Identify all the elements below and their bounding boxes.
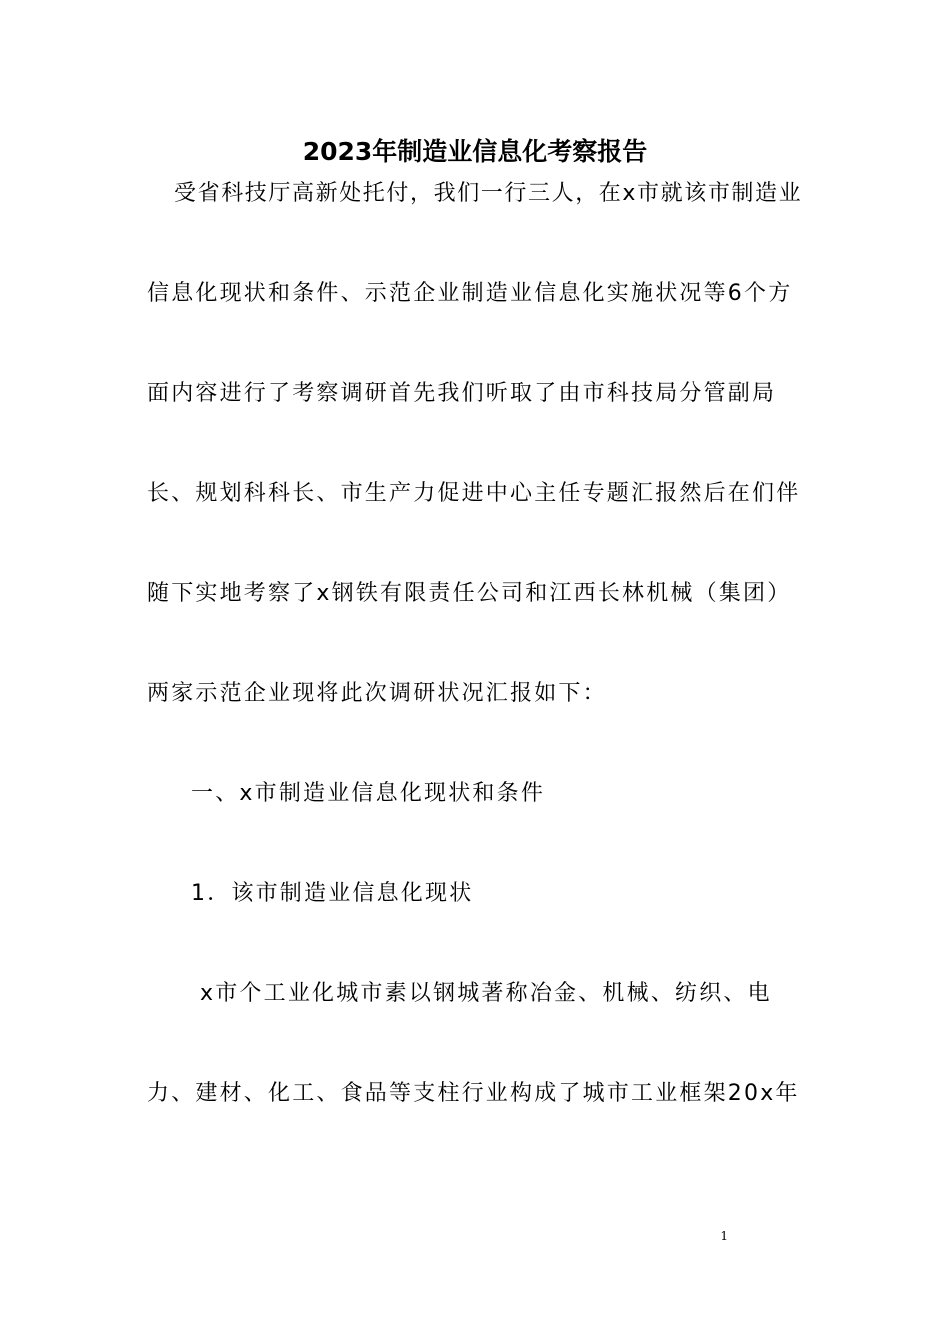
paragraph-line-1: 受省科技厅高新处托付，我们一行三人，在x市就该市制造业 [174, 181, 803, 206]
paragraph-line-7: x市个工业化城市素以钢城著称冶金、机械、纺织、电 [200, 981, 772, 1006]
paragraph-line-2: 信息化现状和条件、示范企业制造业信息化实施状况等6个方 [147, 281, 793, 306]
document-title: 2023年制造业信息化考察报告 [302, 137, 648, 166]
paragraph-line-4: 长、规划科科长、市生产力促进中心主任专题汇报然后在们伴 [147, 481, 801, 506]
section-heading: 一、x市制造业信息化现状和条件 [191, 781, 546, 806]
paragraph-line-6: 两家示范企业现将此次调研状况汇报如下： [147, 681, 607, 706]
paragraph-line-5: 随下实地考察了x钢铁有限责任公司和江西长林机械（集团） [147, 581, 792, 606]
paragraph-line-8: 力、建材、化工、食品等支柱行业构成了城市工业框架20x年 [147, 1081, 800, 1106]
page-number: 1 [720, 1229, 728, 1243]
subsection-heading: 1．该市制造业信息化现状 [191, 881, 474, 906]
paragraph-line-3: 面内容进行了考察调研首先我们听取了由市科技局分管副局 [147, 381, 777, 406]
